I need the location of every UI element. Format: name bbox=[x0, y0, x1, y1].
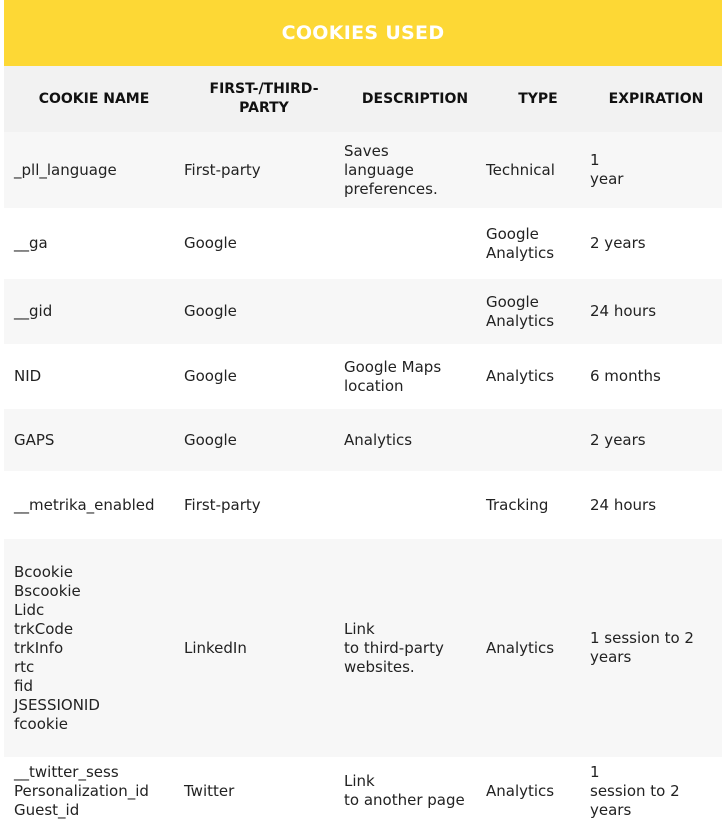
header-row bbox=[4, 66, 722, 132]
table-row bbox=[4, 132, 722, 208]
party-cell: Google bbox=[184, 279, 344, 344]
expiration-cell: 6 months bbox=[590, 344, 722, 409]
type-cell: Analytics bbox=[486, 344, 590, 409]
expiration-cell: 2 years bbox=[590, 208, 722, 279]
description-cell: Saves language preferences. bbox=[344, 132, 486, 208]
column-header-expiration: EXPIRATION bbox=[590, 66, 722, 132]
party-cell: First-party bbox=[184, 132, 344, 208]
party-cell: First-party bbox=[184, 471, 344, 539]
cookie-name-cell: __gid bbox=[4, 279, 184, 344]
cookies-table bbox=[4, 66, 722, 825]
type-cell: Google Analytics bbox=[486, 208, 590, 279]
column-header-party: FIRST-/THIRD-PARTY bbox=[184, 66, 344, 132]
description-cell bbox=[344, 279, 486, 344]
table-row bbox=[4, 409, 722, 471]
cookie-name-cell: NID bbox=[4, 344, 184, 409]
party-cell: LinkedIn bbox=[184, 539, 344, 757]
column-header-description: DESCRIPTION bbox=[344, 66, 486, 132]
party-cell: Twitter bbox=[184, 757, 344, 825]
expiration-cell: 2 years bbox=[590, 409, 722, 471]
cookie-name-cell: Bcookie Bscookie Lidc trkCode trkInfo rtc fid JSESSIONID fcookie bbox=[4, 539, 184, 757]
table-row bbox=[4, 539, 722, 757]
expiration-cell: 1 session to 2 years bbox=[590, 757, 722, 825]
table-row bbox=[4, 471, 722, 539]
description-cell bbox=[344, 471, 486, 539]
type-cell: Technical bbox=[486, 132, 590, 208]
table-row bbox=[4, 208, 722, 279]
expiration-cell: 24 hours bbox=[590, 471, 722, 539]
description-cell bbox=[344, 208, 486, 279]
table-row bbox=[4, 344, 722, 409]
table-row bbox=[4, 279, 722, 344]
party-cell: Google bbox=[184, 208, 344, 279]
cookie-name-cell: _pll_language bbox=[4, 132, 184, 208]
party-cell: Google bbox=[184, 409, 344, 471]
expiration-cell: 1 session to 2 years bbox=[590, 539, 722, 757]
table-title: COOKIES USED bbox=[4, 0, 722, 66]
table-row bbox=[4, 757, 722, 825]
description-cell: Analytics bbox=[344, 409, 486, 471]
type-cell: Google Analytics bbox=[486, 279, 590, 344]
expiration-cell: 24 hours bbox=[590, 279, 722, 344]
type-cell: Analytics bbox=[486, 539, 590, 757]
type-cell: Tracking bbox=[486, 471, 590, 539]
cookie-name-cell: __metrika_enabled bbox=[4, 471, 184, 539]
description-cell: Link to third-party websites. bbox=[344, 539, 486, 757]
expiration-cell: 1 year bbox=[590, 132, 722, 208]
type-cell: Analytics bbox=[486, 757, 590, 825]
type-cell bbox=[486, 409, 590, 471]
cookies-table-container bbox=[4, 0, 722, 825]
party-cell: Google bbox=[184, 344, 344, 409]
cookie-name-cell: __ga bbox=[4, 208, 184, 279]
cookie-name-cell: __twitter_sess Personalization_id Guest_id bbox=[4, 757, 184, 825]
cookie-name-cell: GAPS bbox=[4, 409, 184, 471]
column-header-cookie-name: COOKIE NAME bbox=[4, 66, 184, 132]
column-header-type: TYPE bbox=[486, 66, 590, 132]
description-cell: Google Maps location bbox=[344, 344, 486, 409]
description-cell: Link to another page bbox=[344, 757, 486, 825]
